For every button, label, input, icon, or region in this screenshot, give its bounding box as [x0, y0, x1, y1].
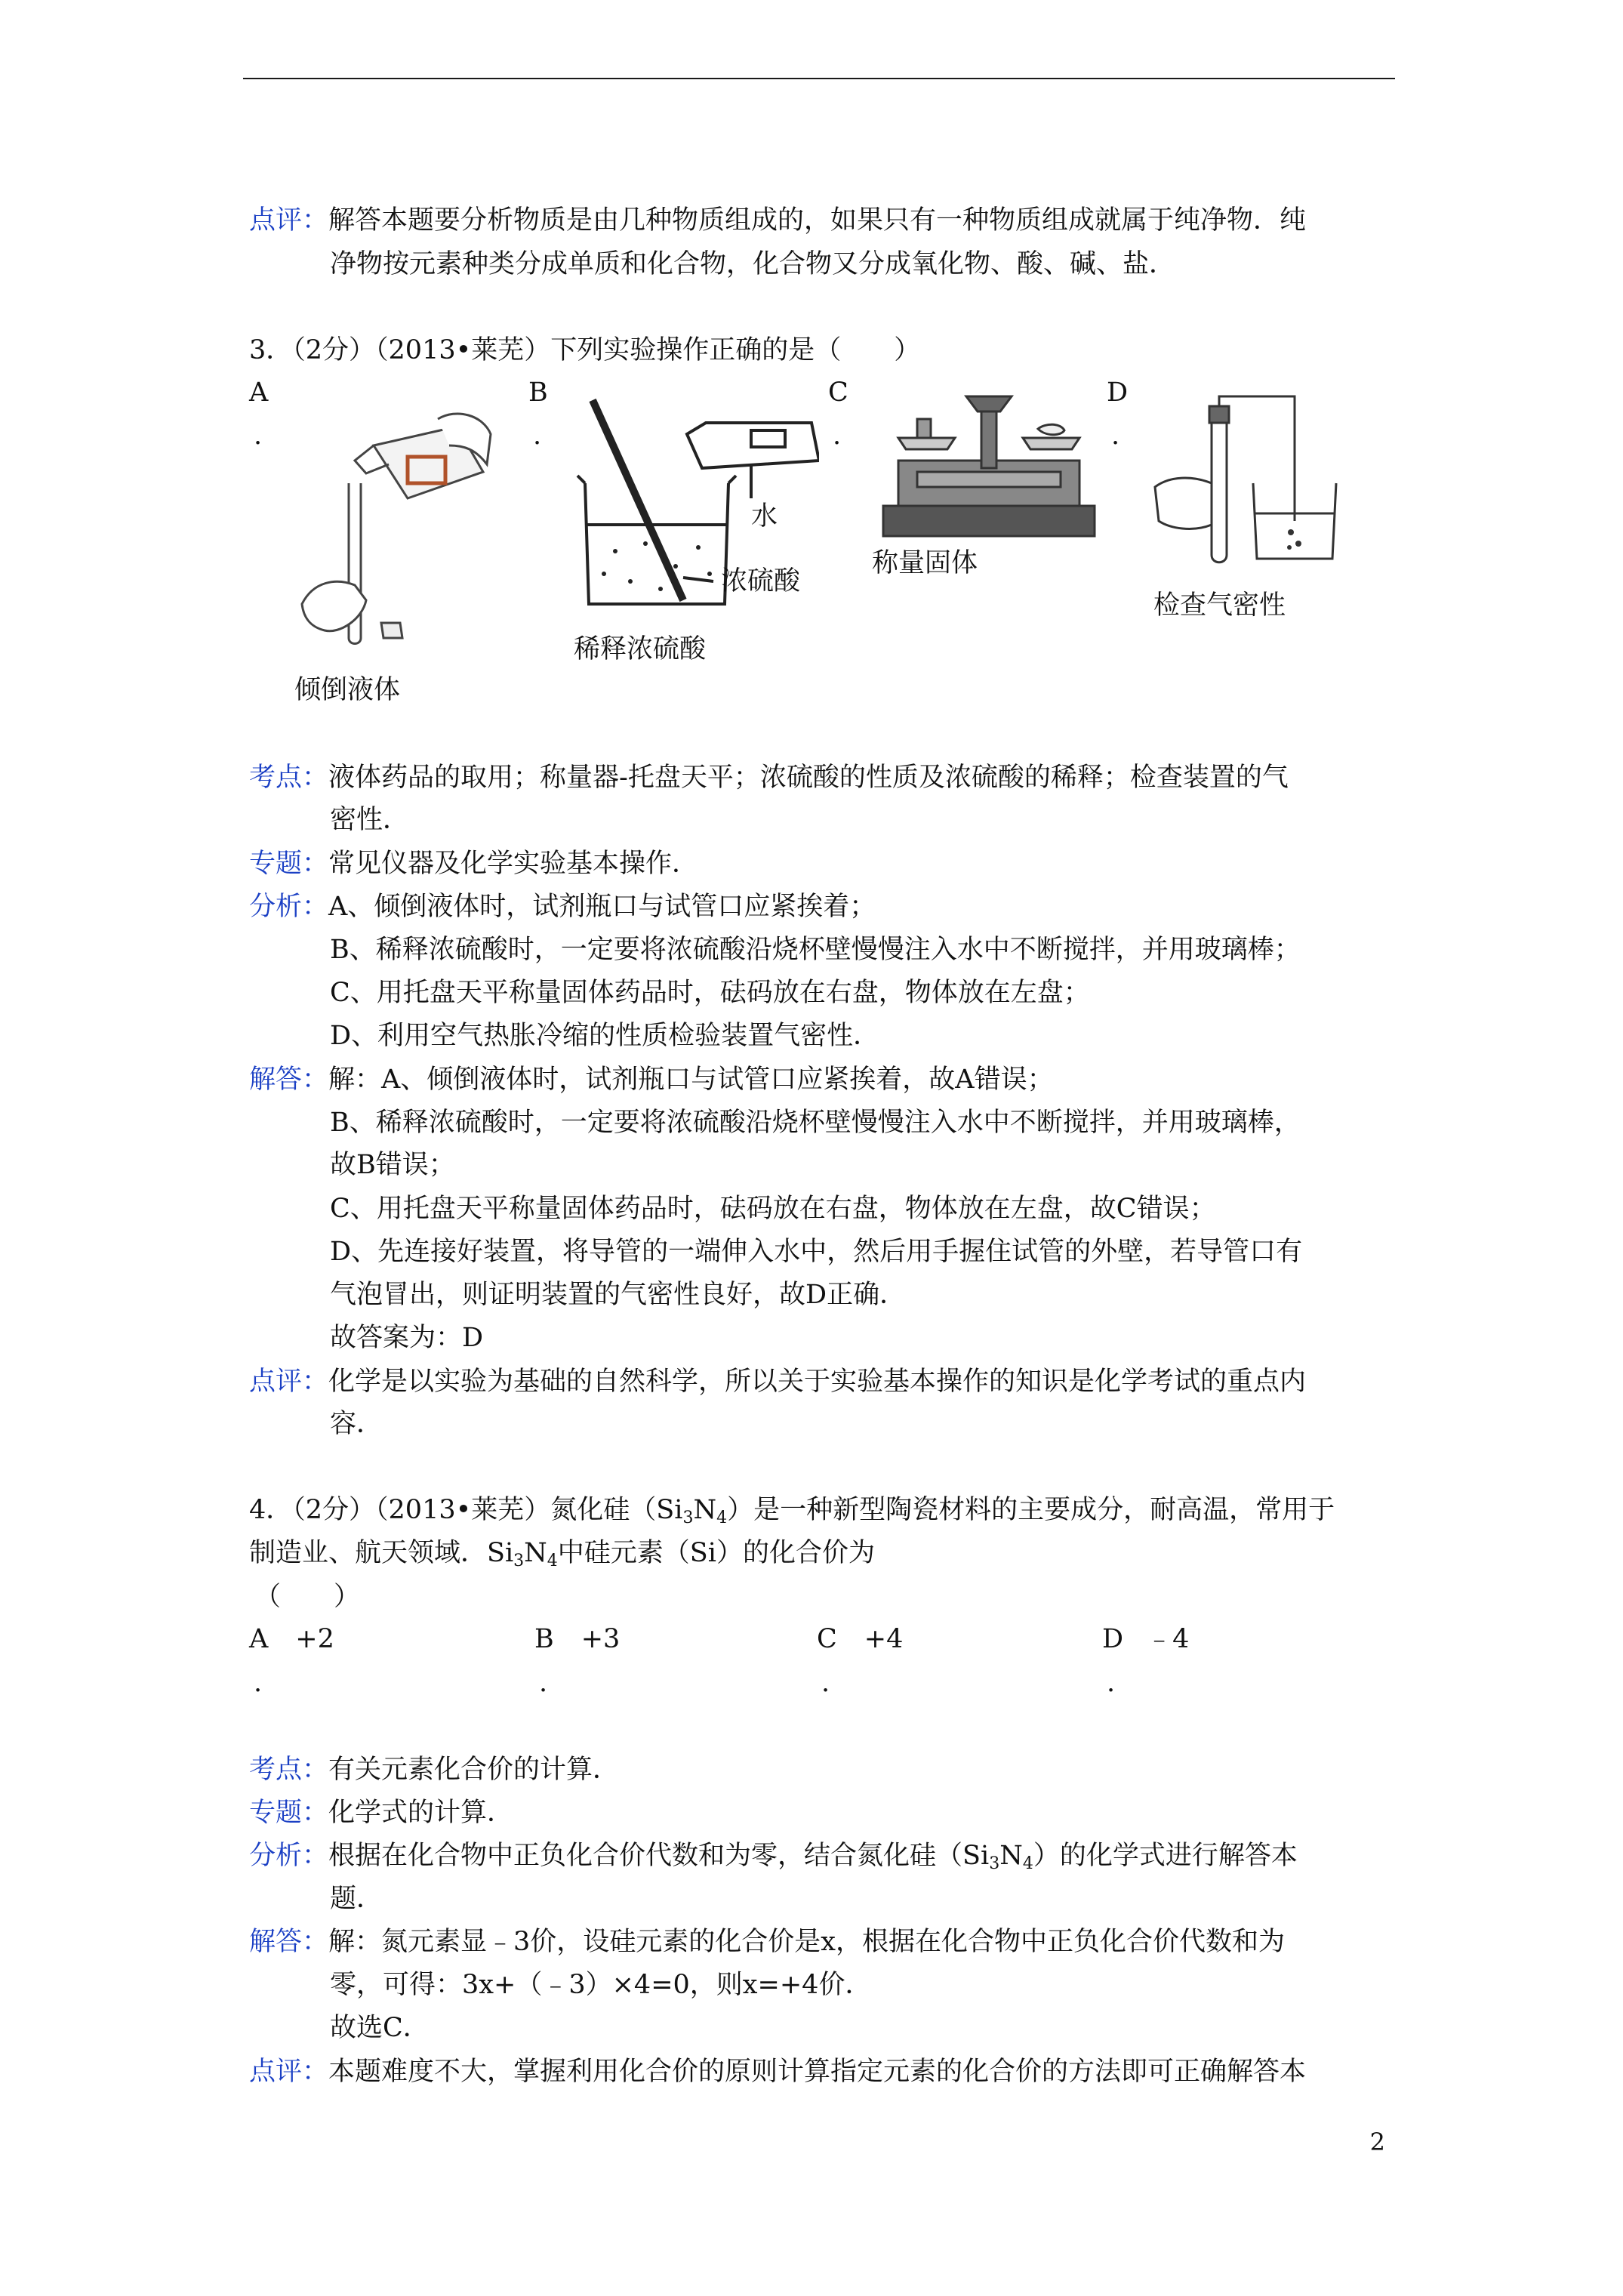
comment-label: 点评：: [249, 205, 329, 236]
q4-option-d-dot: .: [1107, 1668, 1116, 1698]
q4-option-a: [249, 1623, 334, 1656]
q4-fenxi-line2: 题．: [330, 1884, 383, 1914]
dianping-text: 本题难度不大，掌握利用化合价的原则计算指定元素的化合价的方法即可正确解答本: [328, 2057, 1307, 2087]
comment-text: 解答本题要分析物质是由几种物质组成的，如果只有一种物质组成就属于纯净物．纯: [328, 205, 1307, 236]
q4-option-c: [817, 1623, 903, 1656]
jieda-text: 解：氮元素显﹣3价，设硅元素的化合价是x，根据在化合物中正负化合价代数和为: [328, 1927, 1286, 1957]
q3-jieda-line7: 故答案为：D: [330, 1323, 484, 1353]
q4-option-c-dot: .: [821, 1668, 830, 1698]
zhuanti-label: 专题：: [249, 849, 329, 879]
q3-option-d-dot: .: [1111, 421, 1120, 451]
q4-option-b: [534, 1623, 620, 1656]
q3-option-a-letter: A: [249, 378, 269, 408]
q4-stem-line2: 制造业、航天领域．$Si_3N_4$中硅元素（Si）的化合价为: [249, 1538, 875, 1570]
q3-zhuanti: [249, 847, 698, 880]
q4-option-b-letter: B: [534, 1624, 554, 1654]
q4-option-b-dot: .: [539, 1668, 548, 1698]
kaodian-label: 考点：: [249, 763, 329, 793]
caption-d: 检查气密性: [1153, 590, 1286, 621]
q3-option-b-dot: .: [533, 421, 542, 451]
pouring-liquid-figure: [294, 404, 521, 653]
q3-jieda-line1: [249, 1063, 1054, 1096]
header-rule: [243, 78, 1395, 79]
q3-option-c-letter: C: [828, 378, 848, 408]
q4-jieda-line1: [249, 1925, 1285, 1959]
q3-jieda-line6: 气泡冒出，则证明装置的气密性良好，故D正确．: [330, 1280, 907, 1310]
q4-option-b-value: +3: [581, 1624, 621, 1654]
fenxi-text: A、倾倒液体时，试剂瓶口与试管口应紧挨着；: [328, 892, 876, 922]
q4-option-c-letter: C: [817, 1624, 837, 1654]
q4-option-d: [1102, 1623, 1189, 1656]
page-number: 2: [1369, 2128, 1385, 2156]
q3-kaodian-line2: 密性．: [330, 805, 410, 835]
q4-stem-line1: 4．（2分）（2013•莱芜）氮化硅$(Si_3N_4)$是一种新型陶瓷材料的主要成分，耐高温，常用于: [249, 1495, 1335, 1527]
q3-option-a-dot: .: [254, 421, 263, 451]
q4-option-c-value: +4: [864, 1624, 904, 1654]
q3-fenxi-line3: C、用托盘天平称量固体药品时，砝码放在右盘，物体放在左盘；: [330, 978, 1090, 1008]
q4-jieda-line2: 零，可得：3x+（﹣3）×4=0，则x=+4价．: [330, 1970, 872, 2000]
q3-option-d-letter: D: [1107, 378, 1129, 408]
kaodian-label: 考点：: [249, 1755, 329, 1785]
prev-comment-line1: [249, 204, 1306, 237]
zhuanti-text: 常见仪器及化学实验基本操作．: [328, 849, 699, 879]
q3-stem: 3．（2分）（2013•莱芜）下列实验操作正确的是（ ）: [249, 335, 921, 365]
q4-jieda-line3: 故选C．: [330, 2013, 430, 2043]
q4-kaodian: [249, 1753, 619, 1786]
prev-comment-line2: 净物按元素种类分成单质和化合物，化合物又分成氧化物、酸、碱、盐．: [330, 249, 1176, 279]
fenxi-label: 分析：: [249, 892, 329, 922]
kaodian-text: 液体药品的取用；称量器-托盘天平；浓硫酸的性质及浓硫酸的稀释；检查装置的气: [328, 763, 1289, 793]
q3-jieda-line3: 故B错误；: [330, 1150, 455, 1180]
caption-c: 称量固体: [872, 548, 978, 578]
jieda-label: 解答：: [249, 1065, 329, 1095]
label-conc-acid: 浓硫酸: [721, 566, 801, 596]
caption-a: 倾倒液体: [294, 675, 401, 705]
q3-dianping-line1: [249, 1365, 1306, 1398]
fenxi-label: 分析：: [249, 1841, 329, 1871]
jieda-label: 解答：: [249, 1927, 329, 1957]
label-water: 水: [751, 501, 778, 532]
q4-option-d-value: ﹣4: [1146, 1624, 1190, 1654]
caption-b: 稀释浓硫酸: [574, 634, 707, 664]
jieda-text: 解：A、倾倒液体时，试剂瓶口与试管口应紧挨着，故A错误；: [328, 1065, 1054, 1095]
q3-fenxi-line2: B、稀释浓硫酸时，一定要将浓硫酸沿烧杯壁慢慢注入水中不断搅拌，并用玻璃棒；: [330, 935, 1301, 965]
q4-option-a-value: +2: [295, 1624, 334, 1654]
q3-kaodian-line1: [249, 761, 1289, 794]
dianping-label: 点评：: [249, 2057, 329, 2087]
q3-option-b-letter: B: [528, 378, 548, 408]
airtight-check-figure: [1147, 393, 1344, 566]
zhuanti-text: 化学式的计算．: [328, 1798, 514, 1828]
q4-zhuanti: [249, 1796, 513, 1829]
dianping-text: 化学是以实验为基础的自然科学，所以关于实验基本操作的知识是化学考试的重点内: [328, 1367, 1307, 1397]
balance-figure: [876, 378, 1102, 544]
q4-dianping-line1: [249, 2055, 1306, 2088]
q3-jieda-line2: B、稀释浓硫酸时，一定要将浓硫酸沿烧杯壁慢慢注入水中不断搅拌，并用玻璃棒，: [330, 1108, 1301, 1138]
q3-fenxi-line1: [249, 890, 876, 923]
q3-fenxi-line4: D、利用空气热胀冷缩的性质检验装置气密性．: [330, 1021, 880, 1051]
q3-jieda-line5: D、先连接好装置，将导管的一端伸入水中，然后用手握住试管的外壁，若导管口有: [330, 1237, 1303, 1267]
q3-option-c-dot: .: [833, 421, 842, 451]
q3-jieda-line4: C、用托盘天平称量固体药品时，砝码放在右盘，物体放在左盘，故C错误；: [330, 1194, 1216, 1224]
q3-dianping-line2: 容．: [330, 1409, 383, 1439]
q4-option-a-letter: A: [249, 1624, 269, 1654]
q4-stem-line3: （ ）: [254, 1582, 361, 1612]
zhuanti-label: 专题：: [249, 1798, 329, 1828]
q4-option-d-letter: D: [1102, 1624, 1124, 1654]
kaodian-text: 有关元素化合价的计算．: [328, 1755, 620, 1785]
q4-option-a-dot: .: [254, 1668, 263, 1698]
dianping-label: 点评：: [249, 1367, 329, 1397]
q4-fenxi-line1: 分析：根据在化合物中正负化合价代数和为零，结合氮化硅$(Si_3N_4)$的化学式进行解答本: [249, 1841, 1298, 1873]
